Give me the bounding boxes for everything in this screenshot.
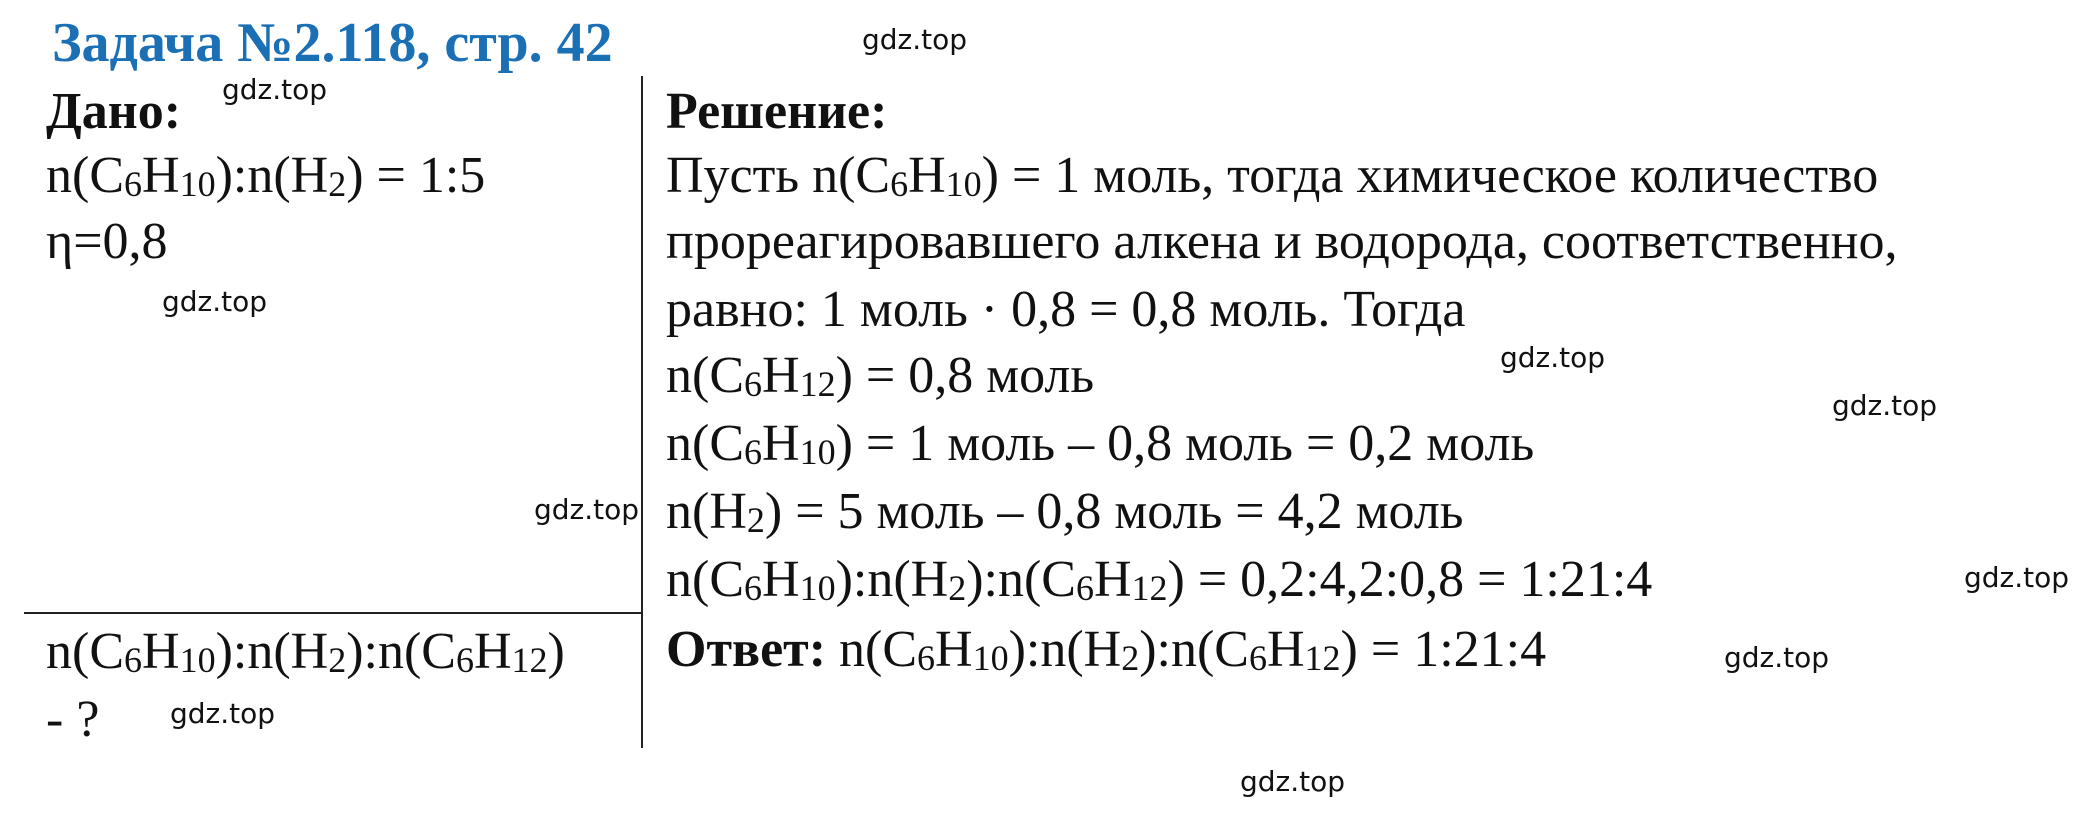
solution-line-7: $n(C_6H_{10}):n(H_2):n(C_6H_{12})$ = 0,2:4,2:0,8 = 1:21:4 [666,551,1653,608]
watermark: gdz.top [222,73,328,106]
watermark: gdz.top [1500,341,1606,374]
vertical-divider [641,76,643,748]
solution-line-4: $n(C_6H_{12}) = 0,8$ моль [666,347,1095,404]
find-line: $n(C_6H_{10}):n(H_2):n(C_6H_{12})$ [46,623,565,680]
solution-line-2: прореагировавшего алкена и водорода, соответственно, [666,213,1898,270]
given-yield-line: η=0,8 [46,213,168,270]
task-title: Задача №2.118, стр. 42 [52,12,613,74]
given-ratio-line: $n(C_6H_{10}):n(H_2)$ = 1:5 [46,147,486,204]
find-question: - ? [46,691,100,748]
watermark: gdz.top [170,697,276,730]
solution-line-1: Пусть $n(C_6H_{10}) = 1$ моль, тогда химическое количество [666,147,1879,204]
watermark: gdz.top [862,23,968,56]
watermark: gdz.top [1240,765,1346,798]
solution-line-6: $n(H_2) = 5$ моль – 0,8 моль = 4,2 моль [666,483,1464,540]
watermark: gdz.top [1832,389,1938,422]
given-heading: Дано: [46,83,182,140]
answer-line: Ответ: $n(C_6H_{10}):n(H_2):n(C_6H_{12})$ = 1:21:4 [666,621,1547,678]
horizontal-divider [24,612,643,614]
watermark: gdz.top [162,285,268,318]
watermark: gdz.top [1964,561,2070,594]
answer-label: Ответ: [666,621,827,678]
solution-line-3: равно: 1 моль · 0,8 = 0,8 моль. Тогда [666,281,1466,338]
watermark: gdz.top [1724,641,1830,674]
solution-heading: Решение: [666,83,888,140]
solution-line-5: $n(C_6H_{10}) = 1$ моль – 0,8 моль = 0,2 моль [666,415,1535,472]
watermark: gdz.top [534,493,640,526]
